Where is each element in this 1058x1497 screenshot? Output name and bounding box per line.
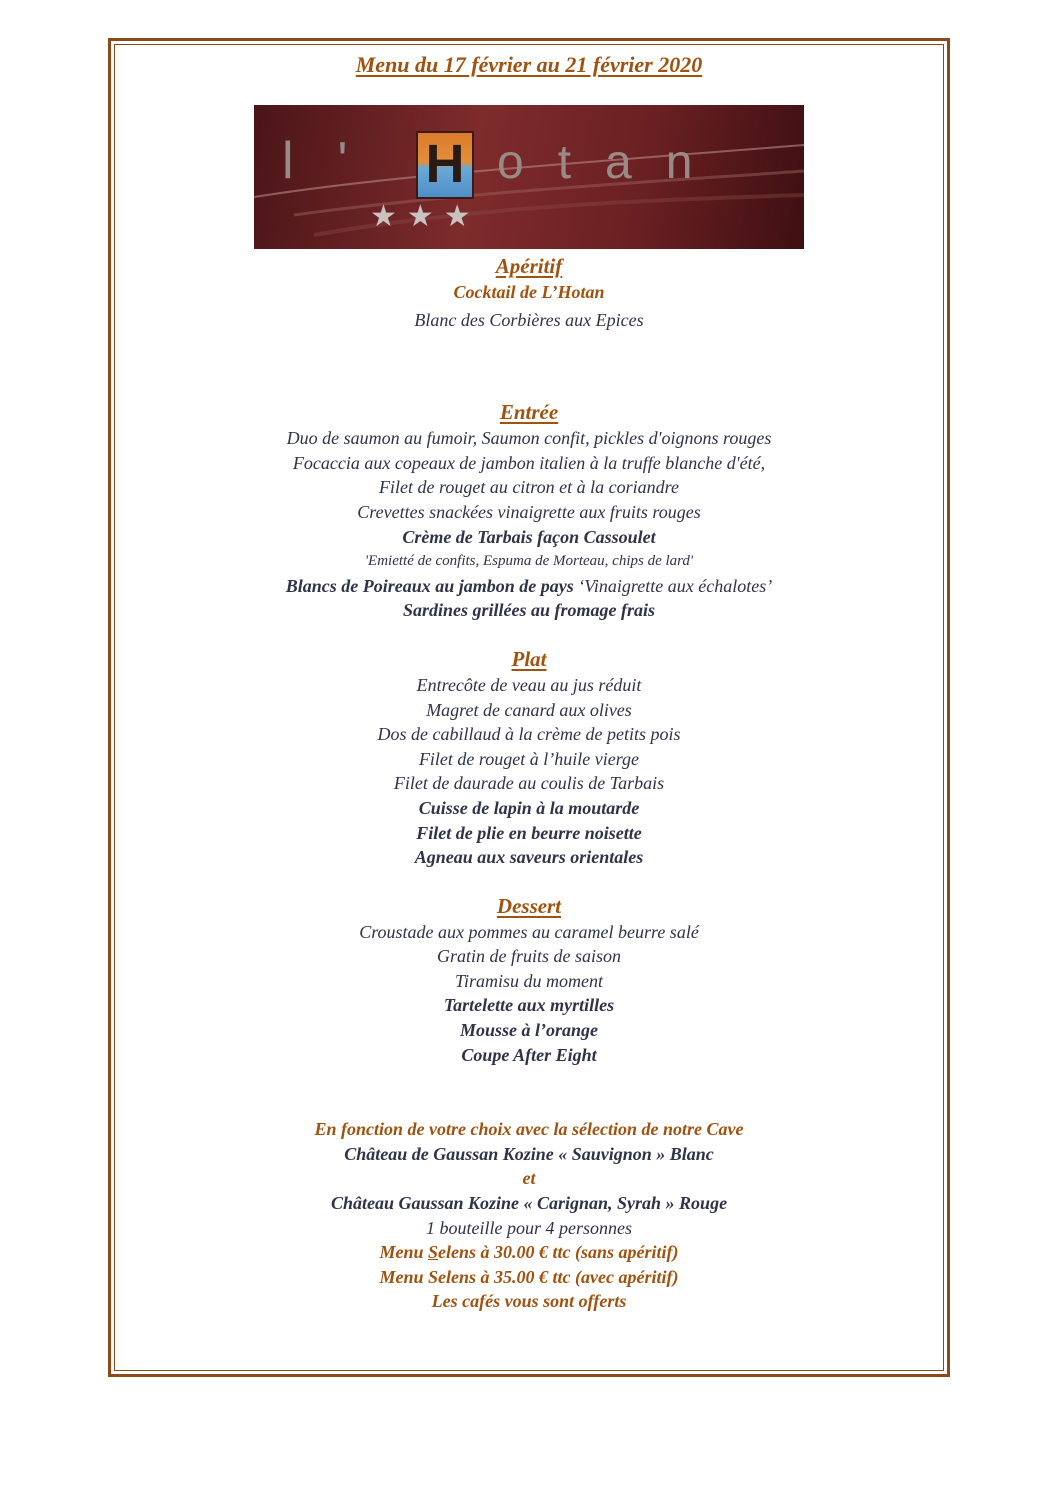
plat-item: Cuisse de lapin à la moutarde <box>418 797 640 818</box>
logo-text-l: l' <box>282 132 392 190</box>
dessert-item: Tartelette aux myrtilles <box>443 995 615 1016</box>
entree-item: Sardines grillées au fromage frais <box>402 600 656 621</box>
wine-white: Château de Gaussan Kozine « Sauvignon » Blanc <box>344 1143 714 1164</box>
aperitif-item: Cocktail de L’Hotan <box>453 282 605 302</box>
plat-item: Agneau aux saveurs orientales <box>414 847 644 868</box>
price-rest: elens à 30.00 € ttc (sans apéritif) <box>438 1242 679 1263</box>
entree-item-note: 'Emietté de confits, Espuma de Morteau, chips de lard' <box>364 553 694 570</box>
three-stars-icon: ★★★ <box>370 199 481 234</box>
plat-item: Filet de daurade au coulis de Tarbais <box>393 773 665 794</box>
wine-et: et <box>522 1168 536 1189</box>
aperitif-item: Blanc des Corbières aux Epices <box>414 309 644 330</box>
dessert-heading: Dessert <box>496 893 562 918</box>
wine-intro: En fonction de votre choix avec la sélection de notre Cave <box>314 1119 744 1140</box>
dessert-item: Coupe After Eight <box>461 1044 597 1065</box>
menu-content <box>118 44 940 1314</box>
entree-item: Filet de rouget au citron et à la coriandre <box>379 477 679 498</box>
menu-title: Menu du 17 février au 21 février 2020 <box>355 52 703 77</box>
plat-item: Magret de canard aux olives <box>426 699 632 720</box>
aperitif-heading: Apéritif <box>495 254 563 278</box>
price-prefix: Menu <box>379 1242 428 1263</box>
price-menu-avec-aperitif: Menu Selens à 35.00 € ttc (avec apéritif) <box>379 1266 679 1287</box>
plat-item: Entrecôte de veau au jus réduit <box>416 674 642 695</box>
plat-item: Filet de plie en beurre noisette <box>416 822 642 843</box>
dessert-item: Croustade aux pommes au caramel beurre salé <box>359 921 699 942</box>
logo-text-otan: otan <box>497 136 727 189</box>
entree-item: Duo de saumon au fumoir, Saumon confit, pickles d'oignons rouges <box>286 428 772 449</box>
plat-item: Dos de cabillaud à la crème de petits pois <box>377 724 681 745</box>
plat-item: Filet de rouget à l’huile vierge <box>418 748 640 769</box>
wine-bottle: 1 bouteille pour 4 personnes <box>426 1217 632 1238</box>
entree-item: Focaccia aux copeaux de jambon italien à la truffe blanche d'été, <box>292 452 766 473</box>
logo-h-icon: H <box>416 131 474 199</box>
entree-item: Crevettes snackées vinaigrette aux fruits rouges <box>357 501 701 522</box>
entree-item-name: Blancs de Poireaux au jambon de pays <box>285 575 574 596</box>
entree-item-note: ‘Vinaigrette aux échalotes’ <box>578 575 773 596</box>
plat-heading: Plat <box>511 646 547 671</box>
dessert-item: Mousse à l’orange <box>459 1020 598 1041</box>
dessert-item: Gratin de fruits de saison <box>436 946 621 967</box>
dessert-item: Tiramisu du moment <box>454 970 604 991</box>
price-menu-sans-aperitif <box>118 1240 940 1265</box>
entree-item: Crème de Tarbais façon Cassoulet <box>402 526 656 547</box>
price-initial: S <box>428 1242 439 1263</box>
entree-item <box>118 574 940 599</box>
coffee-note: Les cafés vous sont offerts <box>431 1291 627 1312</box>
hotel-logo <box>254 105 804 249</box>
entree-heading: Entrée <box>499 400 559 425</box>
wine-red: Château Gaussan Kozine « Carignan, Syrah » Rouge <box>330 1193 728 1214</box>
